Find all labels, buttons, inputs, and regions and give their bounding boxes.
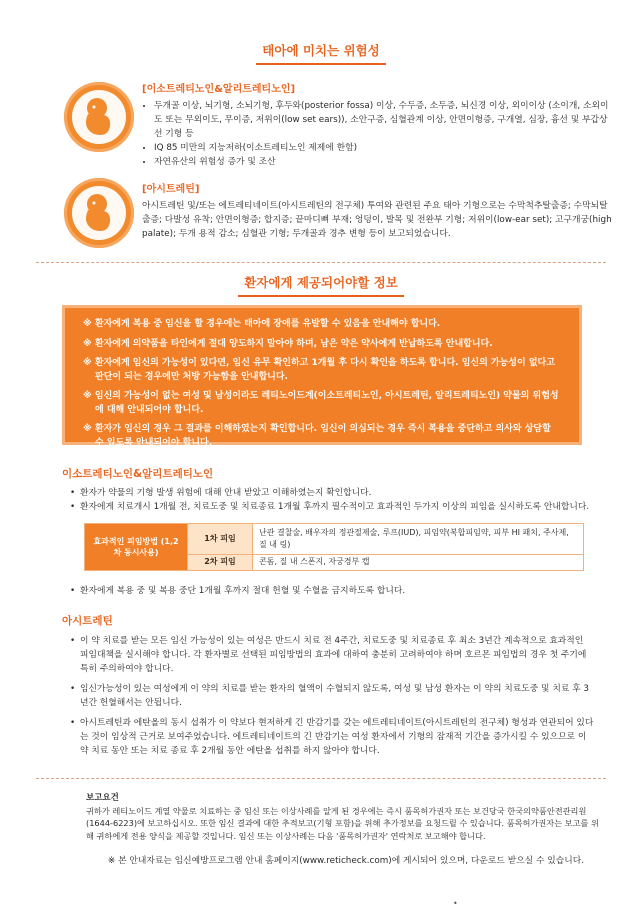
list-item: • 이 약 치료를 받는 모든 임신 가능성이 있는 여성은 반드시 치료 전 4주간, 치료도중 및 치료종료 후 최소 3년간 계속적으로 효과적인 피임대책을 실시해야 합니다. 각 환자별로 선택된 피임방법의 효과에 대하여 충분히 고려하여야 하며 호르몬 피임법의 경우 첫 주기에 특히 주의하여야 합니다.	[72, 634, 594, 676]
risk-block-isotretinoin	[142, 82, 612, 169]
report-text: 귀하가 레티노이드 계열 약물로 치료하는 중 임신 또는 이상사례를 알게 된 경우에는 즉시 품목허가권자 또는 보건당국 한국의약품안전관리원(1644-6223)에 보고하십시오. 또한 임신 결과에 대한 추적보고(기형 포함)을 위해 추가정보를 요청드릴 수 있습니다. 품목허가권자는 보고를 위해 귀하에게 전용 양식을 제공할 것입니다. 임신 또는 이상사례는 다음 '품목허가권자' 연락처로 보고해야 합니다.	[86, 805, 599, 841]
fetus-icon	[64, 82, 134, 152]
report-requirements	[86, 792, 606, 842]
risk-block-acitretin	[142, 182, 612, 241]
table-row	[85, 524, 584, 555]
section-divider	[36, 778, 606, 779]
section-title-fetal-risk: 태아에 미치는 위험성	[0, 42, 642, 65]
report-title: 보고요건	[86, 793, 119, 803]
list-item: • 두개골 이상, 뇌기형, 소뇌기형, 후두와(posterior fossa) 이상, 수두증, 소두증, 뇌신경 이상, 외이이상 (소이개, 소외이도 또는 무외이도, 무이증, 저위이(low set ears)), 소안구증, 심혈관계 이상, 안면이형증, 구개열, 심장, 흉선 및 부갑상선 기형 등	[154, 99, 612, 141]
info-note: ※ 환자에게 의약품을 타인에게 절대 양도하지 말아야 하며, 남은 약은 약사에게 반납하도록 안내합니다.	[83, 338, 493, 349]
list-item: • 환자가 약물의 기형 발생 위험에 대해 안내 받았고 이해하였는지 확인합니다.	[72, 486, 594, 500]
risk-list	[142, 99, 612, 169]
bullet-list	[62, 584, 594, 598]
contraception-table	[84, 523, 584, 571]
section-title-patient-info: 환자에게 제공되어야할 정보	[0, 274, 642, 297]
risk-heading: [이소트레티노인&알리트레티노인]	[142, 84, 296, 95]
table-cell-level: 1차 피임	[188, 524, 253, 555]
list-item: • IQ 85 미만의 지능저하(이소트레티노인 제제에 한함)	[154, 141, 612, 155]
patient-info-box	[62, 305, 582, 448]
risk-heading: [아시트레틴]	[142, 184, 200, 195]
page-mark: •	[453, 899, 458, 908]
section-divider	[36, 262, 606, 263]
table-cell-level: 2차 피임	[188, 554, 253, 570]
subsection-heading: 이소트레티노인&알리트레티노인	[62, 468, 214, 480]
bullet-list	[62, 486, 594, 514]
footer-note: ※ 본 안내자료는 임신예방프로그램 안내 홈페이지(www.reticheck.com)에 게시되어 있으며, 다운로드 받으실 수 있습니다.	[107, 856, 585, 866]
list-item: • 아시트레틴과 에탄올의 동시 섭취가 이 약보다 현저하게 긴 반감기를 갖는 에트레티네이트(아시트레틴의 전구체) 형성과 연관되어 있다는 것이 임상적 근거로 보여주었습니다. 에트레티네이트의 긴 반감기는 여성 환자에서 기형의 잠재적 기간을 증가시킬 수 있으므로 이 약 치료 동안 또는 치료 종료 후 2개월 동안 에탄올 섭취를 하지 않아야 합니다.	[72, 716, 594, 758]
list-item: • 환자에게 치료개시 1개월 전, 치료도중 및 치료종료 1개월 후까지 필수적이고 효과적인 두가지 이상의 피임을 실시하도록 안내합니다.	[72, 500, 594, 514]
risk-paragraph: 아시트레틴 및/또는 에트레티네이트(아시트레틴의 전구체) 투여와 관련된 주요 태아 기형으로는 수막척추탈출증; 수막뇌탈출증; 다발성 유착; 안면이형증; 합지증; 끝마디뼈 부재; 엉덩이, 발목 및 전완부 기형; 저위이(low-ear set); 고구개궁(high palate); 두개 용적 감소; 심혈관 기형; 두개골과 경추 변형 등이 보고되었습니다.	[142, 201, 612, 239]
list-item: • 환자에게 복용 중 및 복용 중단 1개월 후까지 절대 헌혈 및 수혈을 금지하도록 합니다.	[72, 584, 594, 598]
list-item: • 자연유산의 위험성 증가 및 조산	[154, 155, 612, 169]
info-note: ※ 임신의 가능성이 없는 여성 및 남성이라도 레티노이드계(이소트레티노인, 아시트레틴, 알리트레티노인) 약물의 위험성에 대해 안내되어야 합니다.	[83, 391, 559, 415]
table-cell-methods: 난관 결찰술, 배우자의 정관절제술, 루프(IUD), 피임약(복합피임약, 피부 HI 패치, 주사제, 질 내 링)	[253, 524, 584, 555]
info-note: ※ 환자에게 복용 중 임신을 할 경우에는 태아에 장애를 유발할 수 있음을 안내해야 합니다.	[83, 319, 441, 329]
table-row-header: 효과적인 피임방법 (1,2차 동시사용)	[85, 524, 188, 571]
subsection-heading: 아시트레틴	[62, 615, 113, 627]
list-item: • 임신가능성이 있는 여성에게 이 약의 치료를 받는 환자의 혈액이 수혈되지 않도록, 여성 및 남성 환자는 이 약의 치료도중 및 치료 후 3년간 헌혈해서는 안됩니다.	[72, 682, 594, 710]
info-note: ※ 환자에게 임신의 가능성이 있다면, 임신 유무 확인하고 1개월 후 다시 확인을 하도록 합니다. 임신의 가능성이 없다고 판단이 되는 경우에만 처방 가능함을 안내합니다.	[83, 358, 555, 382]
bullet-list	[62, 634, 594, 758]
table-cell-methods: 콘돔, 질 내 스폰지, 자궁경부 캡	[253, 554, 584, 570]
fetus-icon	[64, 178, 134, 248]
info-note: ※ 환자가 임신의 경우 그 결과를 이해하였는지 확인합니다. 임신이 의심되는 경우 즉시 복용을 중단하고 의사와 상담할 수 있도록 안내되어야 합니다.	[83, 424, 551, 448]
